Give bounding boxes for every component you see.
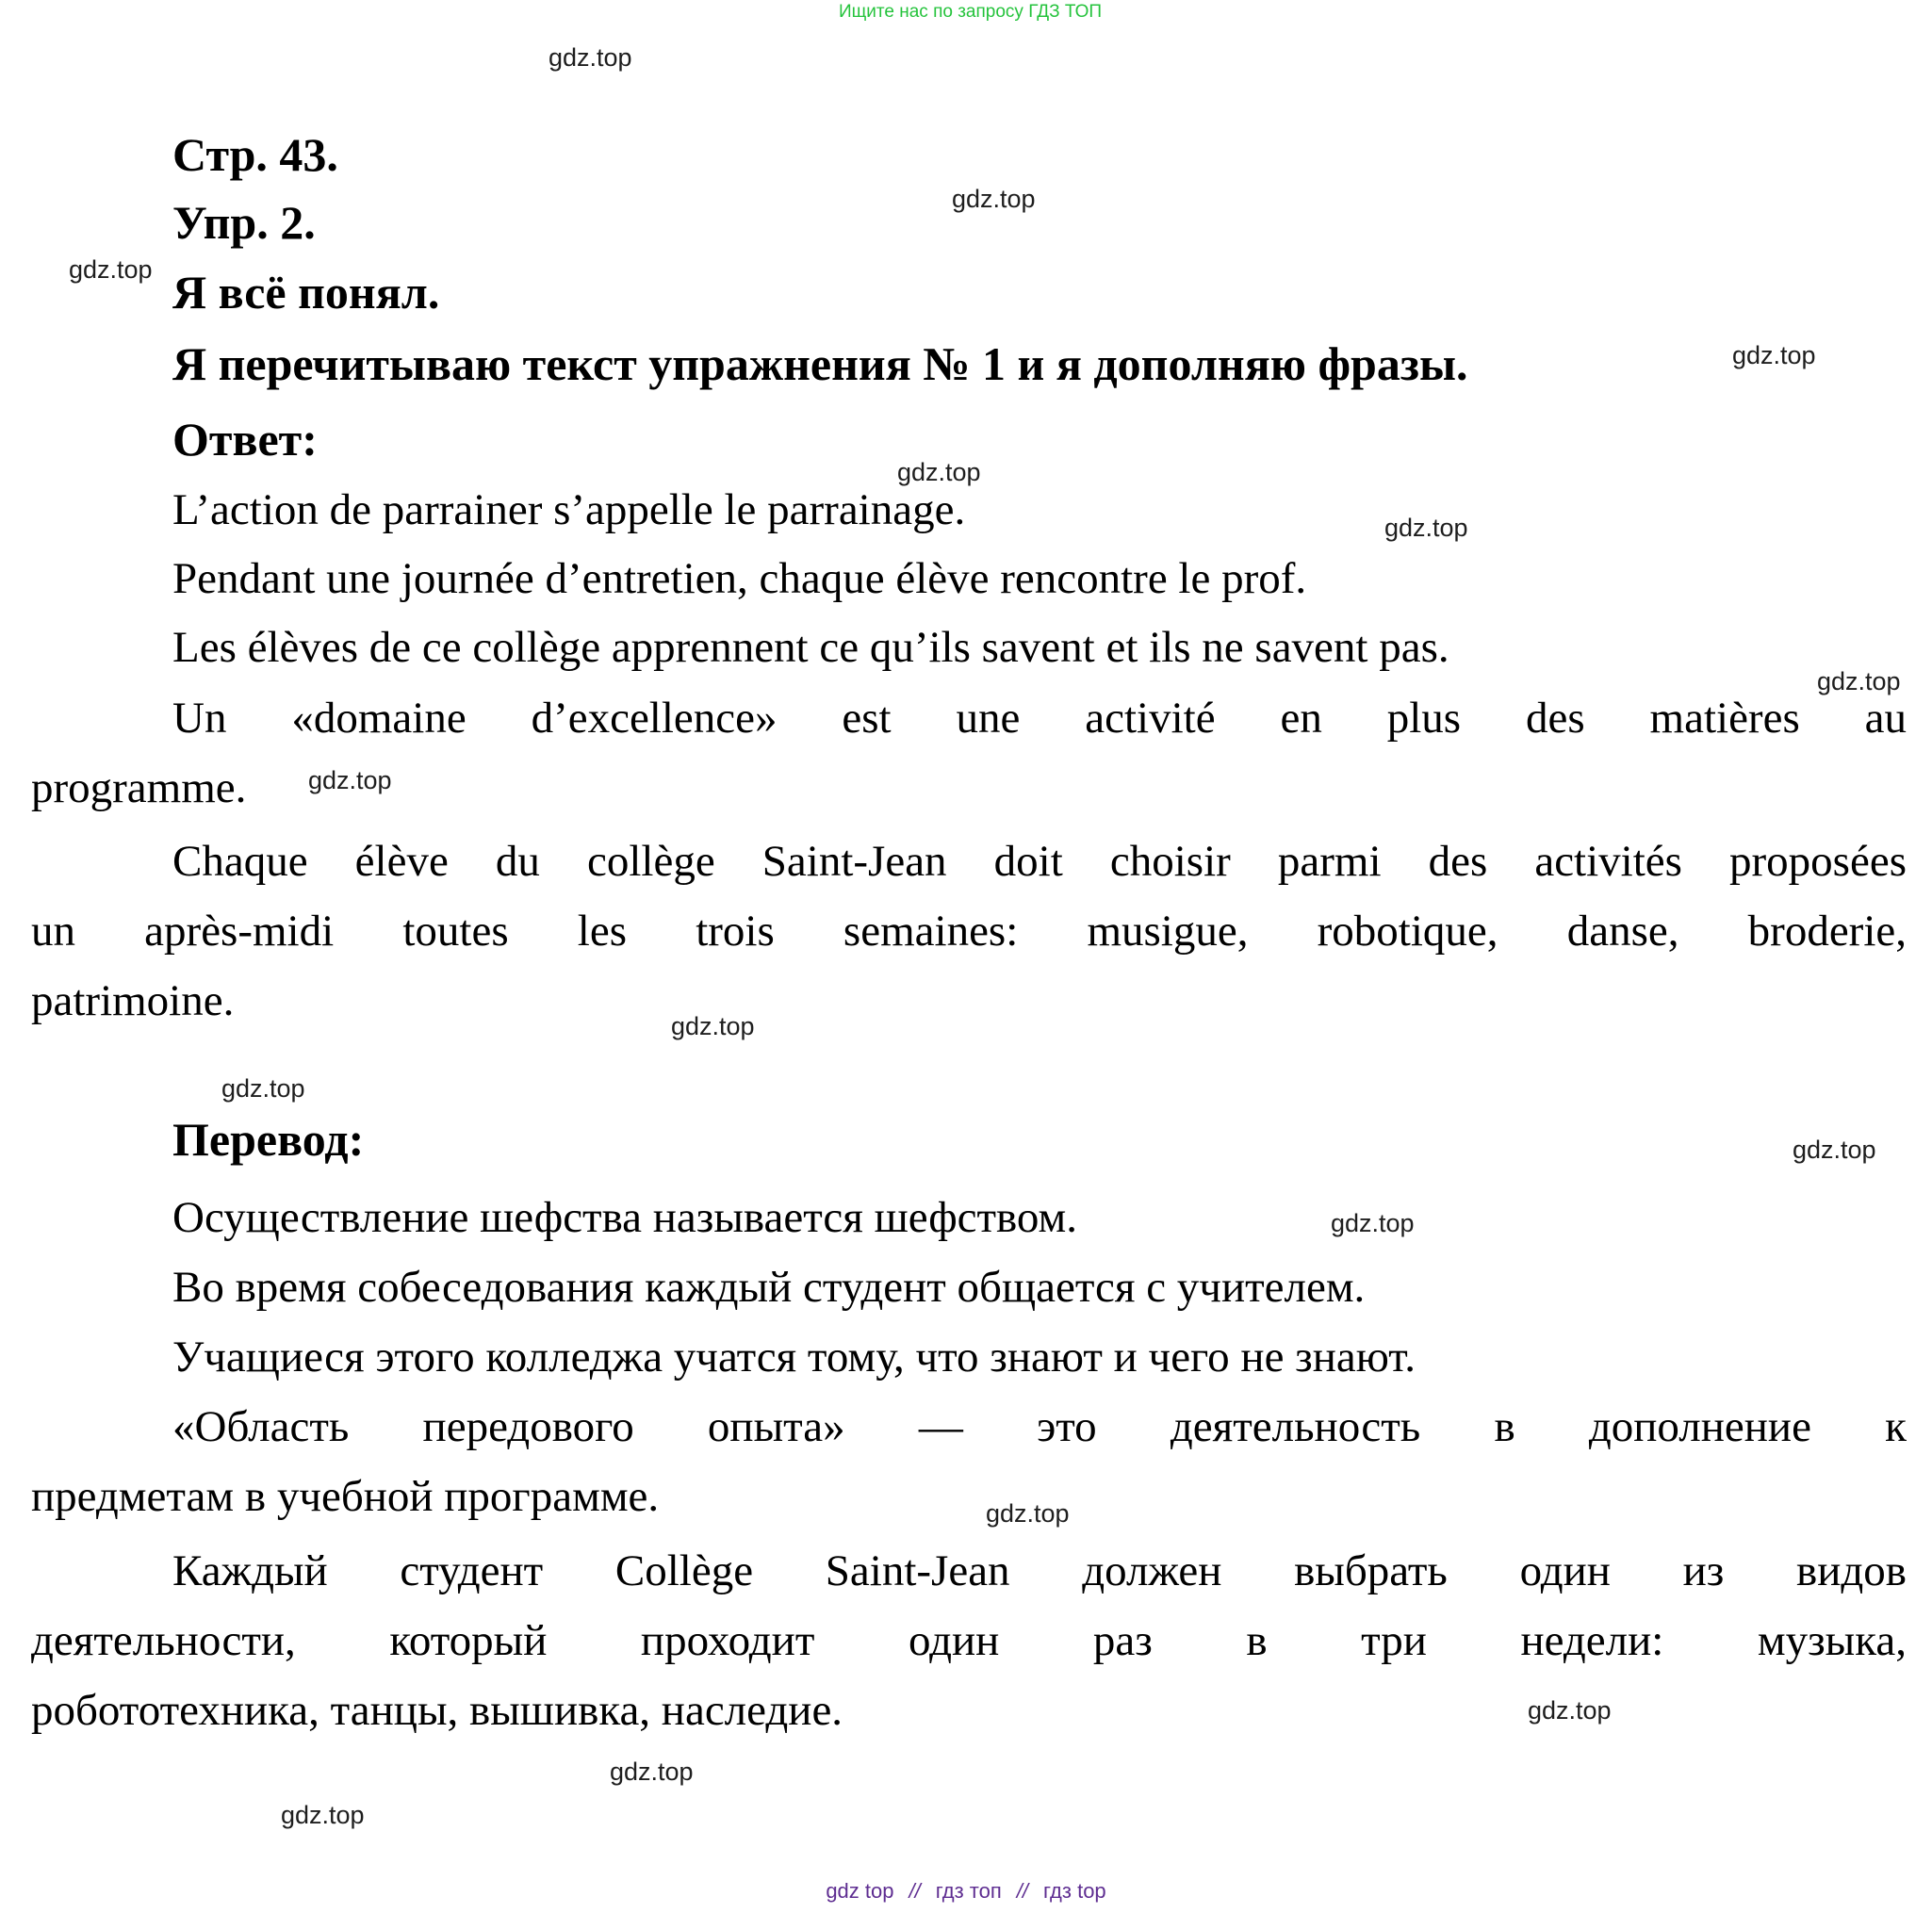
translation-line: Во время собеседования каждый студент общается с учителем.: [172, 1263, 1366, 1312]
answer-line: patrimoine.: [31, 976, 235, 1025]
gdz-watermark: gdz.top: [69, 255, 153, 284]
gdz-watermark: gdz.top: [281, 1801, 365, 1829]
gdz-watermark: gdz.top: [1732, 341, 1816, 369]
gdz-watermark: gdz.top: [1528, 1696, 1612, 1725]
translation-line: Осуществление шефства называется шефством.: [172, 1193, 1078, 1242]
translation-paragraph: [31, 1536, 1907, 1745]
translation-paragraph: [31, 1252, 1907, 1322]
footer-links: [0, 1879, 1932, 1904]
answer-label: Ответ:: [172, 413, 318, 466]
gdz-watermark: gdz.top: [952, 185, 1036, 213]
gdz-watermark: gdz.top: [671, 1012, 755, 1040]
translation-line: «Область передового опыта» — это деятельность в дополнение к: [172, 1402, 1907, 1451]
translation-line: предметам в учебной программе.: [31, 1472, 660, 1521]
footer-separator: //: [1016, 1879, 1029, 1903]
gdz-watermark: gdz.top: [548, 43, 632, 72]
translation-paragraph: [31, 1183, 1907, 1252]
answer-line: Pendant une journée d’entretien, chaque élève rencontre le prof.: [172, 554, 1307, 603]
translation-line: Каждый студент Collège Saint-Jean должен выбрать один из видов: [172, 1546, 1907, 1595]
gdz-watermark: gdz.top: [1793, 1136, 1876, 1164]
answer-line: L’action de parrainer s’appelle le parrainage.: [172, 485, 966, 534]
gdz-watermark: gdz.top: [986, 1499, 1070, 1528]
translation-paragraph: [31, 1392, 1907, 1531]
answer-line: Les élèves de ce collège apprennent ce qu’ils savent et ils ne savent pas.: [172, 623, 1449, 672]
page-number-heading: Стр. 43.: [172, 128, 338, 181]
answer-paragraph: [31, 544, 1907, 613]
task-heading: Я перечитываю текст упражнения № 1 и я дополняю фразы.: [172, 337, 1468, 390]
understood-heading: Я всё понял.: [172, 266, 440, 319]
translation-line: Учащиеся этого колледжа учатся тому, что знают и чего не знают.: [172, 1333, 1416, 1382]
answer-line: Un «domaine d’excellence» est une activité en plus des matières au: [172, 694, 1907, 743]
translation-line: робототехника, танцы, вышивка, наследие.: [31, 1686, 843, 1735]
answer-line: un après-midi toutes les trois semaines: musigue, robotique, danse, broderie,: [31, 907, 1907, 956]
gdz-watermark: gdz.top: [897, 458, 981, 486]
footer-link[interactable]: гдз top: [1043, 1879, 1106, 1903]
gdz-watermark: gdz.top: [308, 766, 392, 794]
gdz-watermark: gdz.top: [221, 1074, 305, 1103]
answer-paragraph: [31, 826, 1907, 1036]
footer-link[interactable]: гдз топ: [935, 1879, 1002, 1903]
gdz-watermark: gdz.top: [1817, 667, 1901, 695]
gdz-watermark: gdz.top: [1384, 514, 1468, 542]
answer-line: Chaque élève du collège Saint-Jean doit choisir parmi des activités proposées: [172, 837, 1907, 886]
answer-line: programme.: [31, 763, 247, 812]
gdz-watermark: gdz.top: [610, 1758, 694, 1786]
exercise-heading: Упр. 2.: [172, 196, 316, 249]
answer-paragraph: [31, 613, 1907, 682]
translation-paragraph: [31, 1322, 1907, 1392]
translation-label: Перевод:: [172, 1113, 365, 1166]
promo-banner: Ищите нас по запросу ГДЗ ТОП: [839, 2, 1103, 22]
footer-link[interactable]: gdz top: [826, 1879, 894, 1903]
answer-paragraph: [31, 475, 1907, 545]
gdz-watermark: gdz.top: [1331, 1209, 1415, 1237]
translation-line: деятельности, который проходит один раз в три недели: музыка,: [31, 1616, 1907, 1665]
answer-paragraph: [31, 683, 1907, 823]
footer-separator: //: [909, 1879, 921, 1903]
